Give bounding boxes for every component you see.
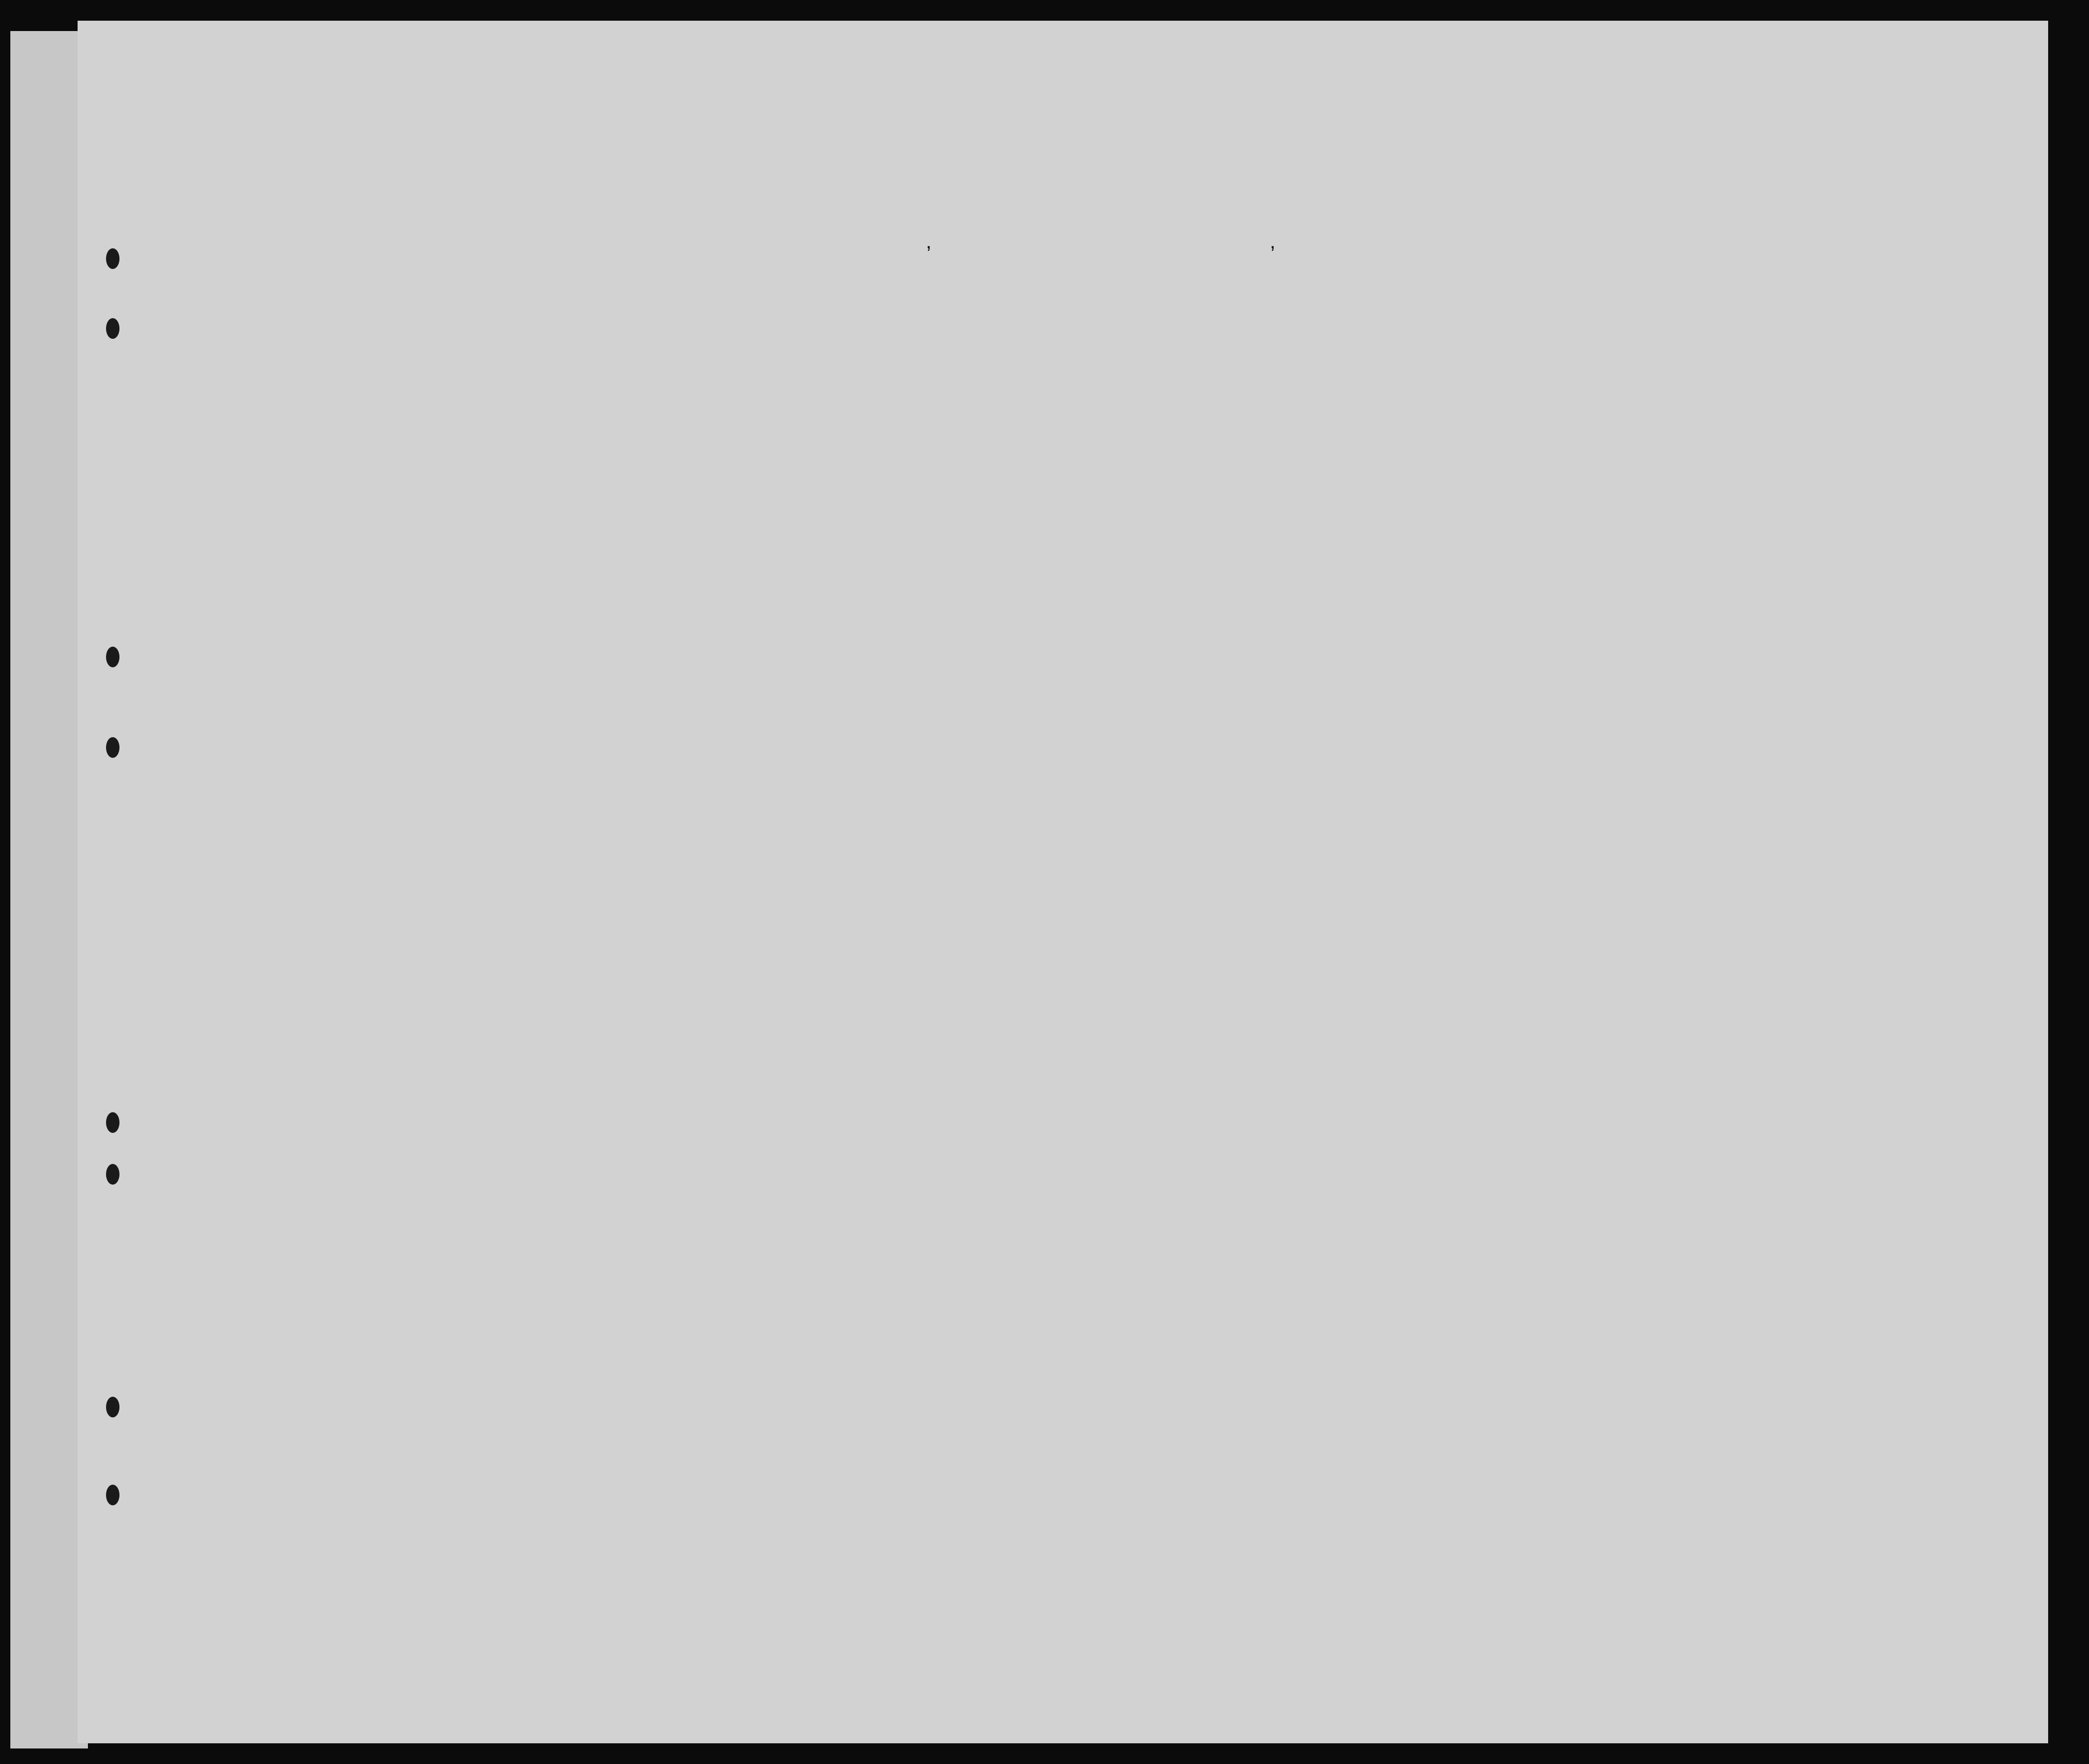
comma-sep: , — [1270, 230, 1276, 253]
comma-sep: , — [926, 230, 932, 253]
